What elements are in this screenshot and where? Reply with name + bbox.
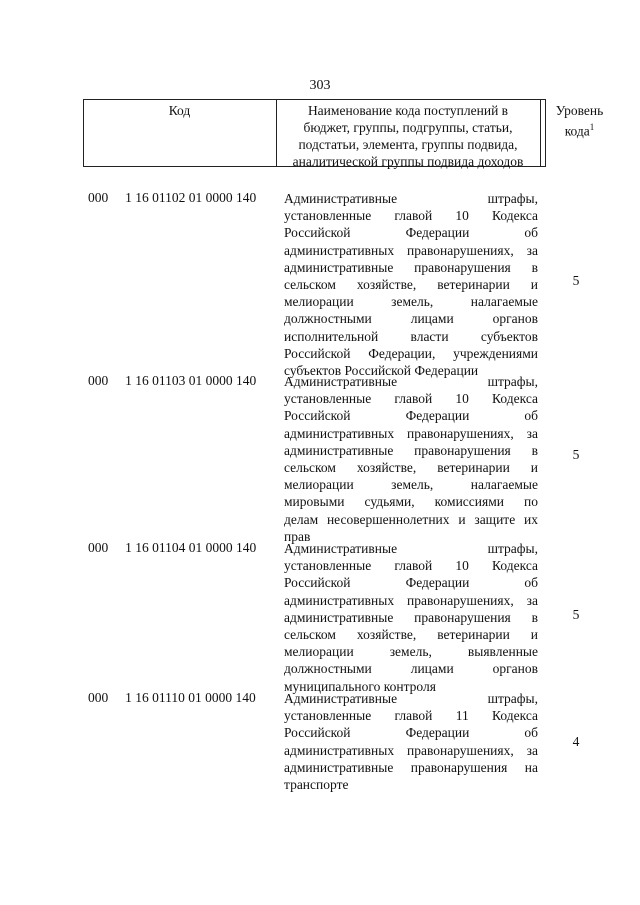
- header-level-label: Уровень: [555, 103, 604, 118]
- page-number: 303: [309, 78, 331, 93]
- description-line: Российской Федерации об: [284, 575, 538, 591]
- admin-code: 000: [88, 373, 109, 388]
- revenue-code: 1 16 01110 01 0000 140: [125, 690, 256, 705]
- header-name-line: подстатьи, элемента, группы подвида,: [298, 137, 518, 152]
- description-line: административные правонарушения на: [284, 759, 538, 775]
- description-line: Российской Федерации об: [284, 225, 538, 241]
- description-line: прав: [284, 528, 311, 544]
- revenue-code: 1 16 01102 01 0000 140: [125, 190, 257, 205]
- revenue-code: 1 16 01103 01 0000 140: [125, 373, 257, 388]
- admin-code: 000: [88, 190, 109, 205]
- header-level: [540, 102, 619, 140]
- header-name: [276, 102, 540, 170]
- code-cell: [88, 373, 256, 389]
- revenue-code: 1 16 01104 01 0000 140: [125, 540, 257, 555]
- header-name-line: аналитической группы подвида доходов: [292, 154, 524, 169]
- description-line: административные правонарушения в: [284, 259, 538, 275]
- description-line: административных правонарушениях, за: [284, 742, 538, 758]
- description-line: должностными лицами органов: [284, 311, 538, 327]
- description-line: Административные штрафы,: [284, 691, 538, 706]
- description-line: установленные главой 10 Кодекса: [284, 208, 538, 224]
- description-cell: [284, 190, 538, 379]
- header-code: Код: [168, 103, 191, 118]
- description-cell: [284, 690, 538, 793]
- description-line: Административные штрафы,: [284, 191, 538, 206]
- description-line: установленные главой 11 Кодекса: [284, 708, 538, 724]
- description-line: Административные штрафы,: [284, 374, 538, 389]
- header-name-line: Наименование кода поступлений в: [307, 103, 509, 118]
- description-line: субъектов Российской Федерации: [284, 363, 479, 379]
- description-cell: [284, 373, 538, 545]
- description-line: сельском хозяйстве, ветеринарии и: [284, 460, 538, 476]
- level-cell: 5: [572, 607, 580, 622]
- description-line: транспорте: [284, 777, 349, 793]
- admin-code: 000: [88, 690, 109, 705]
- description-line: административные правонарушения в: [284, 609, 538, 625]
- description-line: мировыми судьями, комиссиями по: [284, 494, 538, 510]
- description-cell: [284, 540, 538, 695]
- description-line: Российской Федерации об: [284, 725, 538, 741]
- description-line: административные правонарушения в: [284, 442, 538, 458]
- admin-code: 000: [88, 540, 109, 555]
- code-cell: [88, 190, 256, 206]
- table-header: [83, 99, 604, 169]
- description-line: муниципального контроля: [284, 678, 436, 694]
- code-cell: [88, 690, 256, 706]
- header-name-line: бюджет, группы, подгруппы, статьи,: [303, 120, 513, 135]
- description-line: мелиорации земель, налагаемые: [284, 294, 538, 310]
- description-line: сельском хозяйстве, ветеринарии и: [284, 277, 538, 293]
- description-line: установленные главой 10 Кодекса: [284, 391, 538, 407]
- level-cell: 5: [572, 447, 580, 462]
- description-line: административных правонарушениях, за: [284, 592, 538, 608]
- description-line: исполнительной власти субъектов: [284, 328, 538, 344]
- description-line: Российской Федерации, учреждениями: [284, 345, 538, 361]
- description-line: Административные штрафы,: [284, 541, 538, 556]
- description-line: мелиорации земель, налагаемые: [284, 477, 538, 493]
- description-line: сельском хозяйстве, ветеринарии и: [284, 627, 538, 643]
- description-line: административных правонарушениях, за: [284, 242, 538, 258]
- description-line: делам несовершеннолетних и защите их: [284, 511, 538, 527]
- description-line: Российской Федерации об: [284, 408, 538, 424]
- description-line: должностными лицами органов: [284, 661, 538, 677]
- code-cell: [88, 540, 256, 556]
- level-cell: 5: [572, 273, 580, 288]
- level-cell: 4: [572, 734, 580, 749]
- header-level-label-2: [540, 119, 619, 140]
- footnote-mark: 1: [589, 122, 595, 132]
- header-level-word: кода: [564, 123, 590, 139]
- description-line: мелиорации земель, выявленные: [284, 644, 538, 660]
- description-line: установленные главой 10 Кодекса: [284, 558, 538, 574]
- description-line: административных правонарушениях, за: [284, 425, 538, 441]
